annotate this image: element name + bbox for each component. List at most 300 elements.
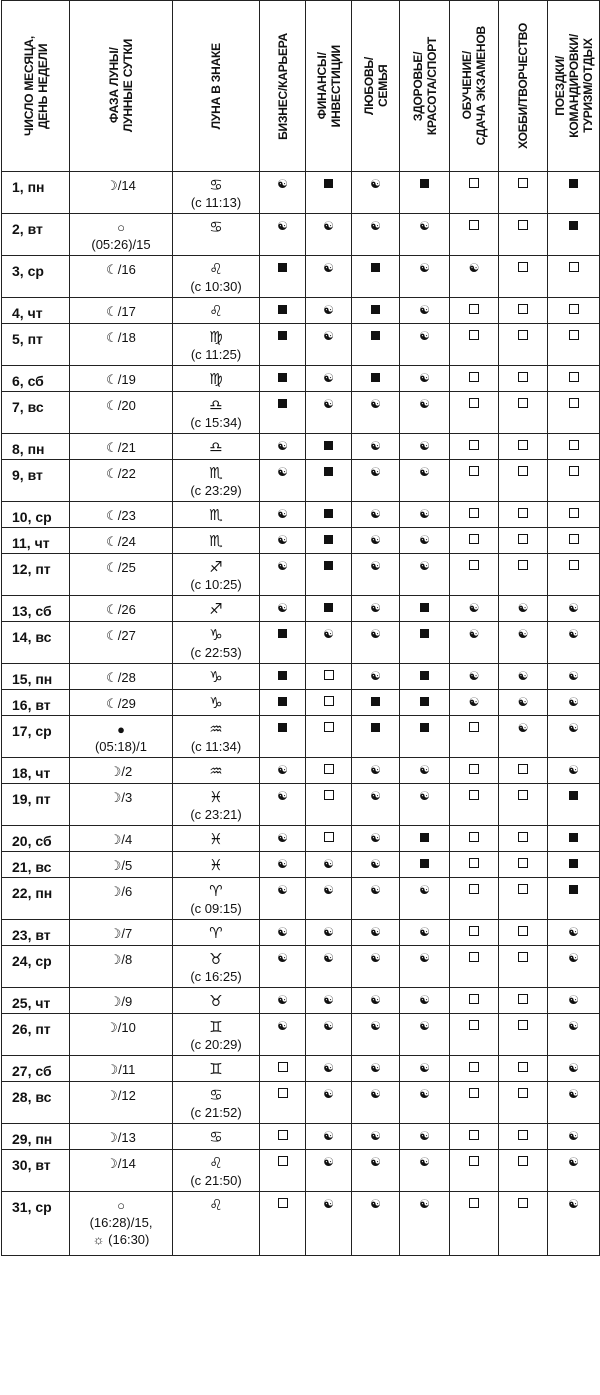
rating-study: [450, 596, 499, 622]
rating-health: [400, 1192, 450, 1256]
rating-finance: [306, 664, 352, 690]
filled-square-icon: [420, 697, 429, 706]
yin-yang-icon: ☯: [323, 1019, 334, 1033]
empty-square-icon: [469, 304, 479, 314]
yin-yang-icon: ☯: [323, 261, 334, 275]
sign-entry-time: (с 23:29): [190, 483, 242, 498]
yin-yang-icon: ☯: [370, 763, 381, 777]
yin-yang-icon: ☯: [419, 507, 430, 521]
empty-square-icon: [518, 534, 528, 544]
yin-yang-icon: ☯: [277, 951, 288, 965]
yin-yang-icon: ☯: [419, 397, 430, 411]
moon-phase-value: ☾/18: [106, 330, 136, 345]
yin-yang-icon: ☯: [419, 1061, 430, 1075]
lunar-calendar-table: [1, 0, 600, 1256]
moon-sign-cell: [173, 460, 260, 502]
rating-hobby: [499, 1014, 548, 1056]
day-cell: 2, вт: [2, 214, 70, 256]
moon-sign-cell: [173, 596, 260, 622]
yin-yang-icon: ☯: [277, 993, 288, 1007]
rating-business: [260, 1150, 306, 1192]
yin-yang-icon: ☯: [323, 883, 334, 897]
table-row: [2, 528, 600, 554]
yin-yang-icon: ☯: [568, 763, 579, 777]
empty-square-icon: [518, 832, 528, 842]
rating-travel: [548, 1082, 600, 1124]
rating-health: [400, 852, 450, 878]
rating-health: [400, 878, 450, 920]
empty-square-icon: [518, 1156, 528, 1166]
moon-phase-value: ☽/2: [109, 764, 133, 779]
day-cell: 8, пн: [2, 434, 70, 460]
yin-yang-icon: ☯: [277, 883, 288, 897]
moon-phase-cell: [70, 214, 173, 256]
rating-travel: [548, 392, 600, 434]
rating-hobby: [499, 622, 548, 664]
moon-sign-cell: [173, 826, 260, 852]
yin-yang-icon: ☯: [370, 951, 381, 965]
rating-hobby: [499, 664, 548, 690]
empty-square-icon: [469, 858, 479, 868]
moon-sign-cell: [173, 528, 260, 554]
rating-love: [352, 528, 400, 554]
header-row: [2, 1, 600, 172]
rating-health: [400, 298, 450, 324]
yin-yang-icon: ☯: [370, 857, 381, 871]
zodiac-sign-icon: ♓: [209, 856, 223, 874]
filled-square-icon: [278, 373, 287, 382]
zodiac-sign-icon: ♎: [209, 438, 223, 456]
rating-business: [260, 946, 306, 988]
yin-yang-icon: ☯: [568, 1155, 579, 1169]
table-row: [2, 554, 600, 596]
moon-phase-cell: [70, 1124, 173, 1150]
sign-entry-time: (с 16:25): [190, 969, 242, 984]
sign-entry-time: (с 11:13): [190, 195, 242, 210]
rating-business: [260, 366, 306, 392]
rating-study: [450, 1082, 499, 1124]
yin-yang-icon: ☯: [419, 559, 430, 573]
zodiac-sign-icon: ♏: [209, 464, 223, 482]
day-cell: 14, вс: [2, 622, 70, 664]
filled-square-icon: [278, 723, 287, 732]
empty-square-icon: [518, 398, 528, 408]
moon-phase-value: ☾/19: [106, 372, 136, 387]
rating-business: [260, 1192, 306, 1256]
yin-yang-icon: ☯: [419, 371, 430, 385]
sign-entry-time: (с 10:30): [190, 279, 242, 294]
moon-phase-cell: [70, 434, 173, 460]
yin-yang-icon: ☯: [370, 465, 381, 479]
rating-travel: [548, 298, 600, 324]
table-row: [2, 1014, 600, 1056]
yin-yang-icon: ☯: [277, 601, 288, 615]
moon-phase-value: ☾/17: [106, 304, 136, 319]
moon-phase-cell: [70, 758, 173, 784]
moon-phase-value: ☾/24: [106, 534, 136, 549]
moon-sign-cell: [173, 214, 260, 256]
yin-yang-icon: ☯: [468, 695, 480, 709]
rating-health: [400, 392, 450, 434]
filled-square-icon: [324, 441, 333, 450]
rating-study: [450, 366, 499, 392]
rating-study: [450, 852, 499, 878]
rating-hobby: [499, 1082, 548, 1124]
rating-business: [260, 502, 306, 528]
yin-yang-icon: ☯: [370, 789, 381, 803]
header-moon-sign-label: ЛУНА В ЗНАКЕ: [209, 42, 223, 130]
zodiac-sign-icon: ♌: [209, 1154, 223, 1172]
yin-yang-icon: ☯: [370, 601, 381, 615]
filled-square-icon: [569, 179, 578, 188]
filled-square-icon: [324, 603, 333, 612]
moon-sign-cell: [173, 784, 260, 826]
zodiac-sign-icon: ♐: [209, 558, 223, 576]
rating-finance: [306, 852, 352, 878]
rating-finance: [306, 324, 352, 366]
header-business: [260, 1, 306, 172]
moon-phase-value: ☾/20: [106, 398, 136, 413]
yin-yang-icon: ☯: [277, 439, 288, 453]
rating-health: [400, 434, 450, 460]
sign-entry-time: (с 21:52): [190, 1105, 242, 1120]
rating-study: [450, 664, 499, 690]
filled-square-icon: [569, 859, 578, 868]
rating-travel: [548, 1192, 600, 1256]
zodiac-sign-icon: ♑: [209, 626, 223, 644]
table-row: [2, 502, 600, 528]
rating-business: [260, 1124, 306, 1150]
rating-health: [400, 1014, 450, 1056]
filled-square-icon: [324, 561, 333, 570]
rating-travel: [548, 1150, 600, 1192]
zodiac-sign-icon: ♊: [209, 1060, 223, 1078]
filled-square-icon: [371, 263, 380, 272]
rating-health: [400, 214, 450, 256]
filled-square-icon: [420, 671, 429, 680]
moon-phase-cell: [70, 366, 173, 392]
moon-phase-time: (05:26)/15: [91, 237, 151, 252]
rating-health: [400, 366, 450, 392]
moon-phase-cell: [70, 878, 173, 920]
filled-square-icon: [420, 603, 429, 612]
empty-square-icon: [469, 466, 479, 476]
rating-study: [450, 528, 499, 554]
zodiac-sign-icon: ♈: [209, 924, 223, 942]
table-row: [2, 878, 600, 920]
header-business-label: БИЗНЕС/КАРЬЕРА: [275, 32, 290, 140]
rating-health: [400, 1150, 450, 1192]
rating-hobby: [499, 502, 548, 528]
day-cell: 19, пт: [2, 784, 70, 826]
rating-finance: [306, 784, 352, 826]
rating-finance: [306, 920, 352, 946]
moon-phase-cell: [70, 664, 173, 690]
header-love: [352, 1, 400, 172]
rating-love: [352, 1014, 400, 1056]
yin-yang-icon: ☯: [468, 601, 480, 615]
rating-love: [352, 324, 400, 366]
rating-travel: [548, 1124, 600, 1150]
yin-yang-icon: ☯: [277, 831, 288, 845]
rating-health: [400, 460, 450, 502]
zodiac-sign-icon: ♑: [209, 694, 223, 712]
rating-travel: [548, 878, 600, 920]
rating-study: [450, 920, 499, 946]
zodiac-sign-icon: ♋: [209, 1086, 223, 1104]
rating-love: [352, 596, 400, 622]
zodiac-sign-icon: ♉: [209, 950, 223, 968]
moon-sign-cell: [173, 434, 260, 460]
empty-square-icon: [469, 1130, 479, 1140]
rating-travel: [548, 214, 600, 256]
yin-yang-icon: ☯: [370, 1129, 381, 1143]
yin-yang-icon: ☯: [370, 1155, 381, 1169]
moon-sign-cell: [173, 664, 260, 690]
rating-love: [352, 1192, 400, 1256]
yin-yang-icon: ☯: [568, 993, 579, 1007]
moon-phase-value: ☽/3: [109, 790, 133, 805]
moon-phase-value: ☾/21: [106, 440, 136, 455]
yin-yang-icon: ☯: [370, 993, 381, 1007]
rating-business: [260, 1056, 306, 1082]
rating-study: [450, 256, 499, 298]
zodiac-sign-icon: ♋: [209, 176, 223, 194]
day-cell: 27, сб: [2, 1056, 70, 1082]
rating-hobby: [499, 1056, 548, 1082]
header-health: [400, 1, 450, 172]
yin-yang-icon: ☯: [370, 533, 381, 547]
empty-square-icon: [518, 790, 528, 800]
rating-love: [352, 1150, 400, 1192]
empty-square-icon: [469, 220, 479, 230]
yin-yang-icon: ☯: [517, 669, 529, 683]
table-body: [2, 172, 600, 1256]
filled-square-icon: [569, 221, 578, 230]
filled-square-icon: [371, 697, 380, 706]
moon-phase-cell: [70, 596, 173, 622]
yin-yang-icon: ☯: [468, 669, 480, 683]
yin-yang-icon: ☯: [277, 1019, 288, 1033]
moon-sign-cell: [173, 920, 260, 946]
zodiac-sign-icon: ♋: [209, 218, 223, 236]
yin-yang-icon: ☯: [568, 925, 579, 939]
zodiac-sign-icon: ♒: [209, 720, 223, 738]
rating-love: [352, 1056, 400, 1082]
yin-yang-icon: ☯: [568, 1197, 579, 1211]
rating-travel: [548, 784, 600, 826]
rating-hobby: [499, 1124, 548, 1150]
yin-yang-icon: ☯: [419, 1197, 430, 1211]
rating-travel: [548, 920, 600, 946]
empty-square-icon: [518, 926, 528, 936]
rating-hobby: [499, 366, 548, 392]
day-cell: 26, пт: [2, 1014, 70, 1056]
rating-love: [352, 758, 400, 784]
rating-business: [260, 1082, 306, 1124]
empty-square-icon: [469, 722, 479, 732]
rating-study: [450, 1056, 499, 1082]
rating-love: [352, 784, 400, 826]
rating-travel: [548, 502, 600, 528]
zodiac-sign-icon: ♐: [209, 600, 223, 618]
rating-business: [260, 434, 306, 460]
moon-phase-value: ○: [117, 220, 125, 235]
rating-love: [352, 298, 400, 324]
header-love-label: ЛЮБОВЬ/ СЕМЬЯ: [361, 57, 390, 115]
yin-yang-icon: ☯: [277, 533, 288, 547]
rating-business: [260, 298, 306, 324]
empty-square-icon: [469, 1088, 479, 1098]
moon-phase-value: ☽/14: [106, 1156, 136, 1171]
rating-travel: [548, 528, 600, 554]
moon-sign-cell: [173, 690, 260, 716]
rating-travel: [548, 1014, 600, 1056]
empty-square-icon: [469, 330, 479, 340]
empty-square-icon: [469, 178, 479, 188]
rating-love: [352, 716, 400, 758]
day-cell: 17, ср: [2, 716, 70, 758]
yin-yang-icon: ☯: [568, 695, 579, 709]
day-cell: 30, вт: [2, 1150, 70, 1192]
rating-hobby: [499, 758, 548, 784]
rating-travel: [548, 946, 600, 988]
rating-finance: [306, 366, 352, 392]
filled-square-icon: [278, 671, 287, 680]
table-row: [2, 946, 600, 988]
zodiac-sign-icon: ♉: [209, 992, 223, 1010]
table-row: [2, 324, 600, 366]
rating-love: [352, 852, 400, 878]
rating-business: [260, 172, 306, 214]
yin-yang-icon: ☯: [323, 219, 334, 233]
rating-study: [450, 172, 499, 214]
rating-health: [400, 172, 450, 214]
yin-yang-icon: ☯: [370, 439, 381, 453]
rating-health: [400, 826, 450, 852]
day-cell: 25, чт: [2, 988, 70, 1014]
rating-hobby: [499, 784, 548, 826]
yin-yang-icon: ☯: [277, 177, 288, 191]
moon-phase-cell: [70, 1150, 173, 1192]
rating-hobby: [499, 172, 548, 214]
yin-yang-icon: ☯: [419, 261, 430, 275]
table-row: [2, 826, 600, 852]
yin-yang-icon: ☯: [419, 1019, 430, 1033]
yin-yang-icon: ☯: [419, 329, 430, 343]
zodiac-sign-icon: ♓: [209, 788, 223, 806]
day-cell: 23, вт: [2, 920, 70, 946]
rating-finance: [306, 988, 352, 1014]
rating-finance: [306, 622, 352, 664]
empty-square-icon: [469, 952, 479, 962]
empty-square-icon: [518, 372, 528, 382]
yin-yang-icon: ☯: [568, 1061, 579, 1075]
empty-square-icon: [469, 764, 479, 774]
empty-square-icon: [278, 1156, 288, 1166]
moon-sign-cell: [173, 852, 260, 878]
rating-travel: [548, 460, 600, 502]
rating-travel: [548, 596, 600, 622]
yin-yang-icon: ☯: [370, 627, 381, 641]
empty-square-icon: [518, 1020, 528, 1030]
yin-yang-icon: ☯: [517, 721, 529, 735]
day-cell: 29, пн: [2, 1124, 70, 1150]
empty-square-icon: [569, 466, 579, 476]
yin-yang-icon: ☯: [370, 219, 381, 233]
filled-square-icon: [420, 629, 429, 638]
yin-yang-icon: ☯: [517, 601, 529, 615]
empty-square-icon: [278, 1062, 288, 1072]
empty-square-icon: [469, 884, 479, 894]
empty-square-icon: [569, 508, 579, 518]
empty-square-icon: [518, 508, 528, 518]
filled-square-icon: [278, 399, 287, 408]
moon-sign-cell: [173, 1014, 260, 1056]
yin-yang-icon: ☯: [277, 219, 288, 233]
empty-square-icon: [469, 398, 479, 408]
zodiac-sign-icon: ♌: [209, 1196, 223, 1214]
header-finance-label: ФИНАНСЫ/ ИНВЕСТИЦИИ: [314, 44, 343, 128]
rating-love: [352, 826, 400, 852]
sign-entry-time: (с 22:53): [190, 645, 242, 660]
day-cell: 9, вт: [2, 460, 70, 502]
header-travel-label: ПОЕЗДКИ/ КОМАНДИРОВКИ/ ТУРИЗМ/ОТДЫХ: [552, 34, 595, 138]
rating-travel: [548, 988, 600, 1014]
empty-square-icon: [324, 790, 334, 800]
table-row: [2, 988, 600, 1014]
zodiac-sign-icon: ♋: [209, 1128, 223, 1146]
rating-travel: [548, 690, 600, 716]
empty-square-icon: [469, 560, 479, 570]
yin-yang-icon: ☯: [419, 1129, 430, 1143]
table-row: [2, 622, 600, 664]
moon-phase-cell: [70, 716, 173, 758]
yin-yang-icon: ☯: [370, 1019, 381, 1033]
day-cell: 12, пт: [2, 554, 70, 596]
rating-love: [352, 502, 400, 528]
moon-phase-value: ☽/4: [109, 832, 133, 847]
rating-finance: [306, 878, 352, 920]
moon-phase-value: ☽/9: [109, 994, 133, 1009]
table-row: [2, 256, 600, 298]
rating-hobby: [499, 324, 548, 366]
yin-yang-icon: ☯: [277, 857, 288, 871]
yin-yang-icon: ☯: [277, 763, 288, 777]
rating-finance: [306, 758, 352, 784]
moon-phase-value: ☽/11: [106, 1062, 136, 1077]
moon-phase-cell: [70, 784, 173, 826]
filled-square-icon: [420, 179, 429, 188]
moon-phase-cell: [70, 622, 173, 664]
empty-square-icon: [469, 1020, 479, 1030]
moon-phase-cell: [70, 690, 173, 716]
yin-yang-icon: ☯: [323, 857, 334, 871]
zodiac-sign-icon: ♌: [209, 302, 223, 320]
table-row: [2, 690, 600, 716]
rating-business: [260, 716, 306, 758]
empty-square-icon: [569, 534, 579, 544]
rating-study: [450, 878, 499, 920]
rating-business: [260, 690, 306, 716]
rating-business: [260, 554, 306, 596]
table-row: [2, 366, 600, 392]
moon-phase-value: ☾/25: [106, 560, 136, 575]
rating-business: [260, 852, 306, 878]
rating-health: [400, 784, 450, 826]
moon-phase-cell: [70, 324, 173, 366]
yin-yang-icon: ☯: [419, 533, 430, 547]
